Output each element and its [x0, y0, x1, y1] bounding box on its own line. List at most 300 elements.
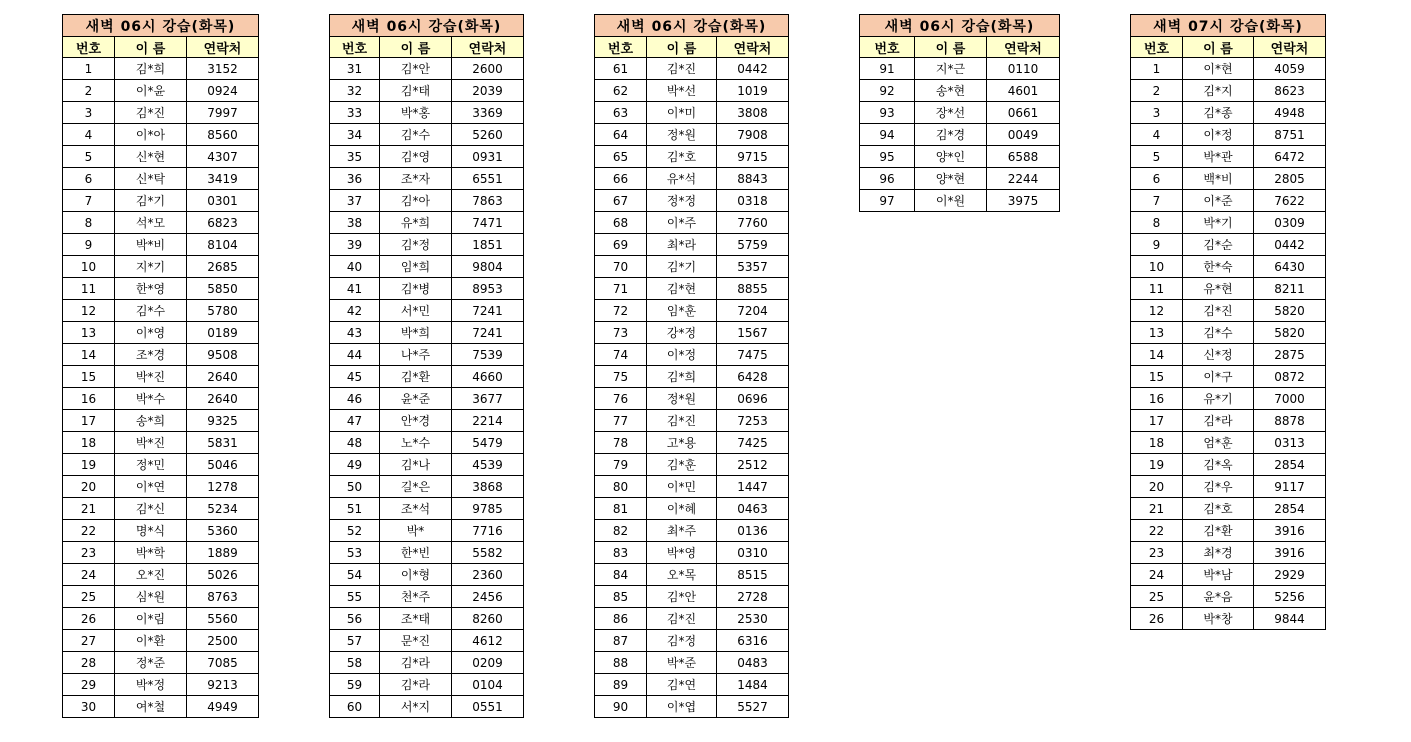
contact-cell: 0442 [717, 58, 789, 80]
contact-cell: 0661 [987, 102, 1060, 124]
roster-table-5 [1130, 14, 1326, 630]
table-row [1131, 542, 1326, 564]
row-number-cell: 51 [330, 498, 380, 520]
table-row [1131, 190, 1326, 212]
table-row [1131, 124, 1326, 146]
name-cell: 이*연 [115, 476, 187, 498]
contact-cell: 8843 [717, 168, 789, 190]
table-row [63, 234, 259, 256]
row-number-cell: 18 [63, 432, 115, 454]
table-row [63, 498, 259, 520]
table-row [330, 300, 524, 322]
name-cell: 백*비 [1183, 168, 1254, 190]
table-row [595, 102, 789, 124]
name-cell: 박*창 [1183, 608, 1254, 630]
row-number-cell: 50 [330, 476, 380, 498]
table-row [1131, 212, 1326, 234]
contact-cell: 2456 [452, 586, 524, 608]
contact-cell: 6588 [987, 146, 1060, 168]
name-cell: 이*주 [647, 212, 717, 234]
name-cell: 이*정 [1183, 124, 1254, 146]
contact-cell: 8878 [1254, 410, 1326, 432]
name-cell: 오*목 [647, 564, 717, 586]
table-row [1131, 498, 1326, 520]
table-row [1131, 432, 1326, 454]
table-row [860, 80, 1060, 102]
table-row [595, 212, 789, 234]
name-cell: 송*희 [115, 410, 187, 432]
row-number-cell: 22 [1131, 520, 1183, 542]
name-cell: 신*정 [1183, 344, 1254, 366]
row-number-cell: 17 [63, 410, 115, 432]
table-row [1131, 58, 1326, 80]
row-number-cell: 65 [595, 146, 647, 168]
row-number-cell: 73 [595, 322, 647, 344]
contact-cell: 0924 [187, 80, 259, 102]
row-number-cell: 39 [330, 234, 380, 256]
contact-cell: 7253 [717, 410, 789, 432]
contact-cell: 1019 [717, 80, 789, 102]
table-row [63, 102, 259, 124]
row-number-cell: 6 [1131, 168, 1183, 190]
row-number-cell: 10 [1131, 256, 1183, 278]
row-number-cell: 25 [63, 586, 115, 608]
name-cell: 김*정 [647, 630, 717, 652]
table-row [330, 586, 524, 608]
name-cell: 정*원 [647, 388, 717, 410]
table-row [1131, 80, 1326, 102]
table-row [595, 278, 789, 300]
row-number-cell: 15 [63, 366, 115, 388]
table-row [595, 454, 789, 476]
contact-cell: 0551 [452, 696, 524, 718]
name-cell: 박* [380, 520, 452, 542]
contact-cell: 7760 [717, 212, 789, 234]
contact-cell: 2854 [1254, 498, 1326, 520]
contact-cell: 1889 [187, 542, 259, 564]
name-cell: 김*경 [915, 124, 987, 146]
row-number-cell: 47 [330, 410, 380, 432]
table-row [595, 498, 789, 520]
name-cell: 조*석 [380, 498, 452, 520]
name-cell: 김*기 [647, 256, 717, 278]
row-number-cell: 41 [330, 278, 380, 300]
contact-cell: 4601 [987, 80, 1060, 102]
name-cell: 유*현 [1183, 278, 1254, 300]
row-number-cell: 66 [595, 168, 647, 190]
table-row [1131, 344, 1326, 366]
table-row [860, 146, 1060, 168]
contact-cell: 0313 [1254, 432, 1326, 454]
table-row [330, 674, 524, 696]
contact-cell: 6316 [717, 630, 789, 652]
table-row [63, 366, 259, 388]
table-row [63, 432, 259, 454]
row-number-cell: 8 [1131, 212, 1183, 234]
table-row [860, 102, 1060, 124]
contact-cell: 9117 [1254, 476, 1326, 498]
row-number-cell: 9 [63, 234, 115, 256]
row-number-cell: 4 [1131, 124, 1183, 146]
row-number-cell: 36 [330, 168, 380, 190]
row-number-cell: 11 [1131, 278, 1183, 300]
row-number-cell: 9 [1131, 234, 1183, 256]
row-number-cell: 93 [860, 102, 915, 124]
name-cell: 임*훈 [647, 300, 717, 322]
contact-cell: 1278 [187, 476, 259, 498]
contact-cell: 3677 [452, 388, 524, 410]
table-row [595, 146, 789, 168]
table-row [330, 542, 524, 564]
table-row [1131, 278, 1326, 300]
table-row [595, 564, 789, 586]
contact-cell: 2600 [452, 58, 524, 80]
name-cell: 지*기 [115, 256, 187, 278]
name-cell: 김*정 [380, 234, 452, 256]
name-cell: 김*훈 [647, 454, 717, 476]
table-title: 새벽 06시 강습(화목) [63, 15, 259, 37]
roster-table-4 [859, 14, 1060, 212]
name-cell: 박*선 [647, 80, 717, 102]
row-number-cell: 57 [330, 630, 380, 652]
table-title: 새벽 06시 강습(화목) [330, 15, 524, 37]
contact-cell: 0931 [452, 146, 524, 168]
name-cell: 이*형 [380, 564, 452, 586]
row-number-cell: 16 [63, 388, 115, 410]
name-cell: 최*라 [647, 234, 717, 256]
name-cell: 조*경 [115, 344, 187, 366]
contact-cell: 3152 [187, 58, 259, 80]
row-number-cell: 24 [1131, 564, 1183, 586]
row-number-cell: 19 [1131, 454, 1183, 476]
header-name: 이 름 [115, 37, 187, 58]
name-cell: 박*관 [1183, 146, 1254, 168]
name-cell: 유*희 [380, 212, 452, 234]
table-row [63, 630, 259, 652]
row-number-cell: 10 [63, 256, 115, 278]
table-row [1131, 476, 1326, 498]
table-row [330, 608, 524, 630]
contact-cell: 6551 [452, 168, 524, 190]
table-row [595, 366, 789, 388]
name-cell: 이*엽 [647, 696, 717, 718]
row-number-cell: 48 [330, 432, 380, 454]
name-cell: 조*자 [380, 168, 452, 190]
row-number-cell: 20 [1131, 476, 1183, 498]
name-cell: 김*수 [380, 124, 452, 146]
table-row [63, 696, 259, 718]
name-cell: 김*환 [1183, 520, 1254, 542]
row-number-cell: 7 [63, 190, 115, 212]
contact-cell: 0209 [452, 652, 524, 674]
table-title: 새벽 07시 강습(화목) [1131, 15, 1326, 37]
row-number-cell: 53 [330, 542, 380, 564]
name-cell: 엄*훈 [1183, 432, 1254, 454]
header-number: 번호 [595, 37, 647, 58]
row-number-cell: 22 [63, 520, 115, 542]
table-row [63, 388, 259, 410]
contact-cell: 0301 [187, 190, 259, 212]
name-cell: 지*근 [915, 58, 987, 80]
name-cell: 김*라 [1183, 410, 1254, 432]
table-row [595, 410, 789, 432]
row-number-cell: 23 [63, 542, 115, 564]
contact-cell: 6472 [1254, 146, 1326, 168]
table-row [595, 80, 789, 102]
contact-cell: 2640 [187, 366, 259, 388]
contact-cell: 0872 [1254, 366, 1326, 388]
row-number-cell: 29 [63, 674, 115, 696]
contact-cell: 3369 [452, 102, 524, 124]
contact-cell: 5820 [1254, 300, 1326, 322]
contact-cell: 9213 [187, 674, 259, 696]
name-cell: 이*현 [1183, 58, 1254, 80]
table-row [1131, 102, 1326, 124]
header-contact: 연락처 [1254, 37, 1326, 58]
contact-cell: 1567 [717, 322, 789, 344]
contact-cell: 9325 [187, 410, 259, 432]
row-number-cell: 28 [63, 652, 115, 674]
contact-cell: 7204 [717, 300, 789, 322]
row-number-cell: 63 [595, 102, 647, 124]
name-cell: 안*경 [380, 410, 452, 432]
row-number-cell: 56 [330, 608, 380, 630]
table-row [330, 630, 524, 652]
table-row [1131, 520, 1326, 542]
name-cell: 여*철 [115, 696, 187, 718]
row-number-cell: 62 [595, 80, 647, 102]
name-cell: 서*민 [380, 300, 452, 322]
name-cell: 이*정 [647, 344, 717, 366]
header-number: 번호 [1131, 37, 1183, 58]
name-cell: 한*빈 [380, 542, 452, 564]
contact-cell: 2854 [1254, 454, 1326, 476]
row-number-cell: 19 [63, 454, 115, 476]
contact-cell: 0189 [187, 322, 259, 344]
row-number-cell: 82 [595, 520, 647, 542]
contact-cell: 0049 [987, 124, 1060, 146]
name-cell: 이*아 [115, 124, 187, 146]
row-number-cell: 13 [63, 322, 115, 344]
contact-cell: 7716 [452, 520, 524, 542]
contact-cell: 5582 [452, 542, 524, 564]
table-title: 새벽 06시 강습(화목) [860, 15, 1060, 37]
table-row [330, 344, 524, 366]
header-number: 번호 [330, 37, 380, 58]
contact-cell: 6823 [187, 212, 259, 234]
table-row [595, 388, 789, 410]
table-row [63, 256, 259, 278]
contact-cell: 7085 [187, 652, 259, 674]
row-number-cell: 95 [860, 146, 915, 168]
table-row [595, 344, 789, 366]
contact-cell: 6430 [1254, 256, 1326, 278]
row-number-cell: 45 [330, 366, 380, 388]
table-row [330, 652, 524, 674]
name-cell: 양*현 [915, 168, 987, 190]
name-cell: 김*환 [380, 366, 452, 388]
name-cell: 이*림 [115, 608, 187, 630]
row-number-cell: 8 [63, 212, 115, 234]
contact-cell: 2640 [187, 388, 259, 410]
table-row [1131, 146, 1326, 168]
table-row [63, 608, 259, 630]
contact-cell: 7241 [452, 322, 524, 344]
row-number-cell: 81 [595, 498, 647, 520]
name-cell: 최*주 [647, 520, 717, 542]
contact-cell: 8104 [187, 234, 259, 256]
contact-cell: 0310 [717, 542, 789, 564]
table-row [595, 168, 789, 190]
row-number-cell: 21 [1131, 498, 1183, 520]
table-row [330, 146, 524, 168]
name-cell: 정*민 [115, 454, 187, 476]
row-number-cell: 2 [1131, 80, 1183, 102]
row-number-cell: 77 [595, 410, 647, 432]
contact-cell: 2685 [187, 256, 259, 278]
table-row [595, 234, 789, 256]
row-number-cell: 46 [330, 388, 380, 410]
contact-cell: 1851 [452, 234, 524, 256]
table-row [63, 322, 259, 344]
row-number-cell: 5 [1131, 146, 1183, 168]
row-number-cell: 23 [1131, 542, 1183, 564]
header-contact: 연락처 [452, 37, 524, 58]
table-row [1131, 388, 1326, 410]
contact-cell: 0463 [717, 498, 789, 520]
table-row [63, 190, 259, 212]
name-cell: 이*민 [647, 476, 717, 498]
table-row [330, 168, 524, 190]
contact-cell: 5831 [187, 432, 259, 454]
row-number-cell: 20 [63, 476, 115, 498]
table-row [1131, 234, 1326, 256]
header-name: 이 름 [647, 37, 717, 58]
contact-cell: 3975 [987, 190, 1060, 212]
name-cell: 김*병 [380, 278, 452, 300]
contact-cell: 2875 [1254, 344, 1326, 366]
table-row [1131, 564, 1326, 586]
name-cell: 이*구 [1183, 366, 1254, 388]
table-row [1131, 608, 1326, 630]
table-row [595, 586, 789, 608]
row-number-cell: 21 [63, 498, 115, 520]
table-row [330, 124, 524, 146]
table-row [330, 564, 524, 586]
name-cell: 심*원 [115, 586, 187, 608]
table-row [1131, 300, 1326, 322]
name-cell: 석*모 [115, 212, 187, 234]
name-cell: 명*식 [115, 520, 187, 542]
table-row [860, 124, 1060, 146]
name-cell: 박*수 [115, 388, 187, 410]
row-number-cell: 70 [595, 256, 647, 278]
table-row [1131, 586, 1326, 608]
name-cell: 길*은 [380, 476, 452, 498]
contact-cell: 4612 [452, 630, 524, 652]
contact-cell: 2500 [187, 630, 259, 652]
contact-cell: 7908 [717, 124, 789, 146]
row-number-cell: 18 [1131, 432, 1183, 454]
name-cell: 유*기 [1183, 388, 1254, 410]
table-row [63, 410, 259, 432]
table-row [63, 146, 259, 168]
row-number-cell: 12 [1131, 300, 1183, 322]
table-row [595, 124, 789, 146]
contact-cell: 8623 [1254, 80, 1326, 102]
contact-cell: 9844 [1254, 608, 1326, 630]
name-cell: 박*진 [115, 366, 187, 388]
table-row [595, 190, 789, 212]
contact-cell: 2360 [452, 564, 524, 586]
table-row [330, 322, 524, 344]
table-row [330, 190, 524, 212]
table-row [595, 674, 789, 696]
contact-cell: 2244 [987, 168, 1060, 190]
name-cell: 이*미 [647, 102, 717, 124]
contact-cell: 6428 [717, 366, 789, 388]
row-number-cell: 16 [1131, 388, 1183, 410]
name-cell: 양*인 [915, 146, 987, 168]
name-cell: 김*나 [380, 454, 452, 476]
row-number-cell: 4 [63, 124, 115, 146]
header-contact: 연락처 [717, 37, 789, 58]
name-cell: 김*안 [647, 586, 717, 608]
contact-cell: 8260 [452, 608, 524, 630]
table-row [595, 630, 789, 652]
contact-cell: 2805 [1254, 168, 1326, 190]
contact-cell: 8763 [187, 586, 259, 608]
name-cell: 김*호 [647, 146, 717, 168]
name-cell: 김*라 [380, 674, 452, 696]
row-number-cell: 42 [330, 300, 380, 322]
name-cell: 김*기 [115, 190, 187, 212]
row-number-cell: 13 [1131, 322, 1183, 344]
name-cell: 김*희 [647, 366, 717, 388]
header-contact: 연락처 [187, 37, 259, 58]
name-cell: 박*기 [1183, 212, 1254, 234]
name-cell: 박*비 [115, 234, 187, 256]
row-number-cell: 79 [595, 454, 647, 476]
row-number-cell: 38 [330, 212, 380, 234]
row-number-cell: 55 [330, 586, 380, 608]
table-row [330, 476, 524, 498]
name-cell: 윤*준 [380, 388, 452, 410]
row-number-cell: 15 [1131, 366, 1183, 388]
table-row [330, 520, 524, 542]
table-row [595, 476, 789, 498]
table-row [330, 388, 524, 410]
contact-cell: 3868 [452, 476, 524, 498]
row-number-cell: 43 [330, 322, 380, 344]
table-row [63, 278, 259, 300]
name-cell: 박*남 [1183, 564, 1254, 586]
name-cell: 김*안 [380, 58, 452, 80]
table-row [595, 520, 789, 542]
name-cell: 박*홍 [380, 102, 452, 124]
header-name: 이 름 [1183, 37, 1254, 58]
table-row [63, 344, 259, 366]
name-cell: 김*라 [380, 652, 452, 674]
contact-cell: 0104 [452, 674, 524, 696]
row-number-cell: 84 [595, 564, 647, 586]
table-row [330, 58, 524, 80]
name-cell: 김*현 [647, 278, 717, 300]
name-cell: 강*정 [647, 322, 717, 344]
name-cell: 이*환 [115, 630, 187, 652]
row-number-cell: 68 [595, 212, 647, 234]
contact-cell: 5759 [717, 234, 789, 256]
